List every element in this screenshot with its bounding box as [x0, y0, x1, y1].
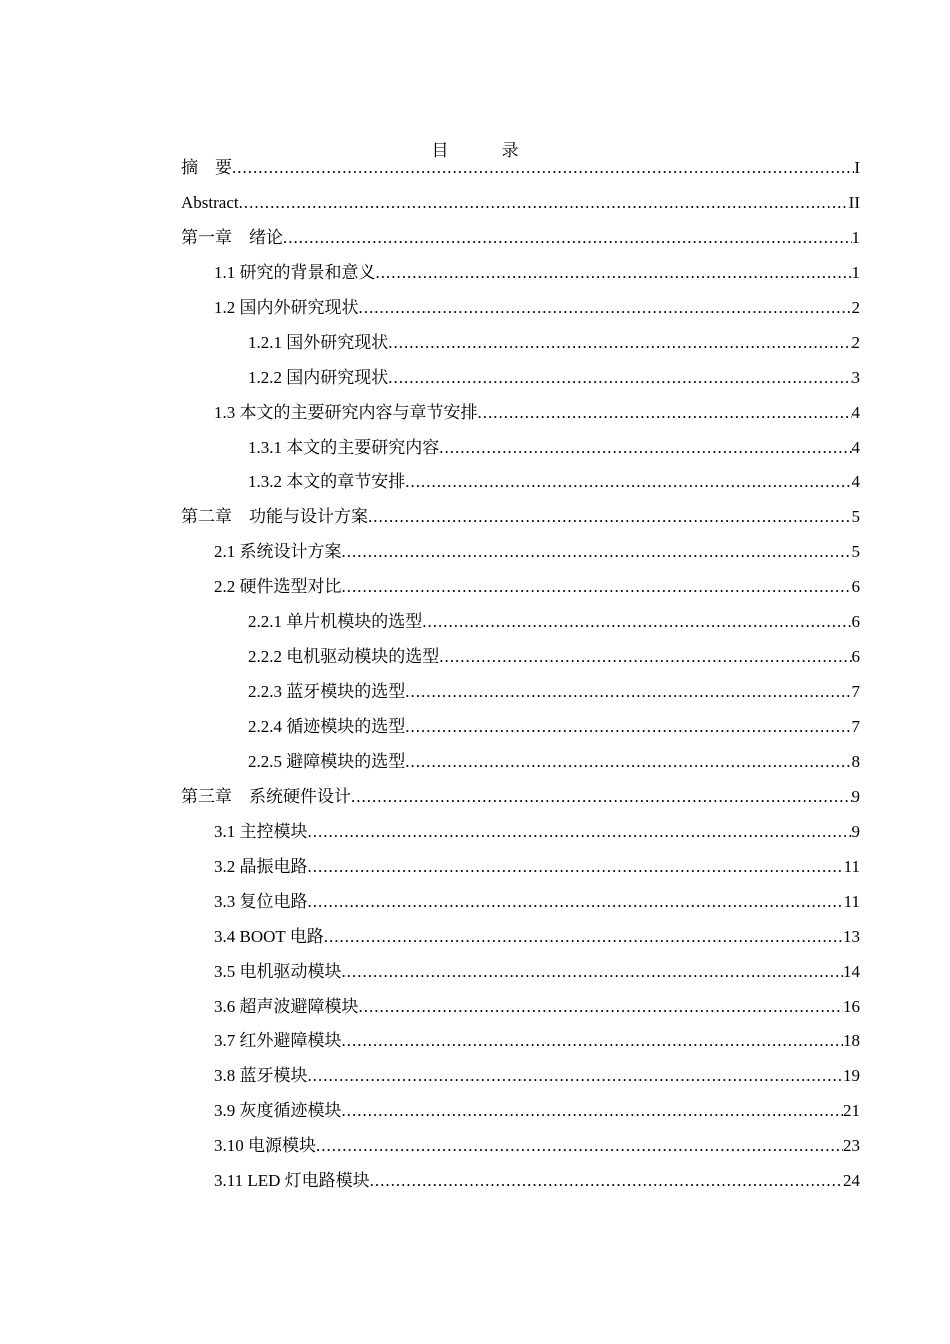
- toc-entry-page-number: 13: [843, 926, 860, 946]
- toc-entry-label: 3.1 主控模块: [214, 821, 308, 841]
- toc-entry-page-number: 1: [851, 262, 860, 282]
- toc-entry-page-number: 18: [843, 1031, 860, 1051]
- toc-entry[interactable]: [181, 610, 860, 645]
- toc-entry-label: 1.3.2 本文的章节安排: [248, 472, 406, 492]
- toc-entry-page-number: 6: [851, 647, 860, 667]
- toc-dot-leader: [478, 401, 852, 425]
- table-of-contents: [181, 156, 860, 1204]
- toc-entry-page-number: 11: [843, 856, 860, 876]
- toc-entry-label: 2.2.4 循迹模块的选型: [248, 717, 406, 736]
- toc-entry-page-number: 2: [851, 297, 860, 317]
- toc-entry[interactable]: [181, 890, 860, 925]
- toc-entry-label: 1.1 研究的背景和意义: [214, 262, 376, 282]
- toc-entry-page-number: 9: [851, 786, 860, 806]
- toc-entry-page-number: 21: [843, 1101, 860, 1121]
- toc-entry-label: 3.6 超声波避障模块: [214, 996, 359, 1016]
- toc-entry[interactable]: [181, 715, 860, 750]
- toc-entry-label: 3.5 电机驱动模块: [214, 961, 342, 981]
- toc-entry-page-number: 7: [851, 682, 860, 702]
- toc-entry-label: 2.2.1 单片机模块的选型: [248, 612, 423, 632]
- toc-dot-leader: [376, 261, 852, 285]
- toc-entry-label: 3.11 LED 灯电路模块: [214, 1171, 370, 1191]
- toc-entry-page-number: I: [854, 158, 860, 177]
- toc-entry-page-number: II: [848, 192, 860, 212]
- toc-dot-leader: [388, 331, 851, 355]
- toc-dot-leader: [405, 680, 851, 704]
- toc-entry-page-number: 4: [851, 437, 860, 457]
- toc-dot-leader: [370, 1169, 843, 1193]
- toc-entry[interactable]: [181, 820, 860, 855]
- toc-entry[interactable]: [181, 855, 860, 890]
- toc-entry-page-number: 4: [851, 472, 860, 492]
- toc-entry-page-number: 5: [851, 507, 860, 527]
- toc-entry-label: 3.3 复位电路: [214, 891, 308, 911]
- toc-entry[interactable]: [181, 645, 860, 680]
- toc-dot-leader: [422, 610, 851, 634]
- toc-entry-page-number: 6: [851, 577, 860, 597]
- toc-dot-leader: [342, 1099, 844, 1123]
- toc-entry[interactable]: [181, 575, 860, 610]
- toc-entry-label: 第一章 绪论: [181, 227, 283, 247]
- toc-dot-leader: [359, 296, 852, 320]
- toc-entry[interactable]: [181, 366, 860, 401]
- toc-entry-label: 3.7 红外避障模块: [214, 1031, 342, 1051]
- toc-entry[interactable]: [181, 995, 860, 1030]
- toc-title: 目 录: [431, 141, 537, 160]
- toc-entry[interactable]: [181, 505, 860, 540]
- toc-entry-page-number: 3: [851, 367, 860, 387]
- toc-dot-leader: [308, 890, 844, 914]
- toc-entry-page-number: 9: [851, 821, 860, 841]
- toc-dot-leader: [316, 1134, 843, 1158]
- toc-dot-leader: [342, 960, 844, 984]
- toc-entry-label: 3.9 灰度循迹模块: [214, 1101, 342, 1121]
- toc-dot-leader: [388, 366, 851, 390]
- toc-entry-label: Abstract: [181, 192, 239, 212]
- toc-entry[interactable]: [181, 960, 860, 995]
- toc-entry-label: 3.10 电源模块: [214, 1136, 316, 1156]
- toc-entry-label: 第三章 系统硬件设计: [181, 786, 351, 806]
- toc-dot-leader: [308, 820, 852, 844]
- toc-entry-page-number: 24: [843, 1171, 860, 1191]
- toc-entry-page-number: 5: [851, 542, 860, 562]
- toc-entry[interactable]: [181, 401, 860, 436]
- toc-entry[interactable]: [181, 331, 860, 366]
- toc-entry-page-number: 1: [851, 227, 860, 247]
- toc-dot-leader: [239, 191, 849, 215]
- toc-dot-leader: [439, 645, 851, 669]
- toc-dot-leader: [342, 575, 852, 599]
- toc-dot-leader: [324, 925, 843, 949]
- toc-dot-leader: [359, 995, 844, 1019]
- toc-entry[interactable]: [181, 436, 860, 471]
- toc-dot-leader: [342, 1029, 844, 1053]
- toc-entry-page-number: 19: [843, 1066, 860, 1086]
- toc-entry-label: 2.2.2 电机驱动模块的选型: [248, 647, 440, 667]
- toc-entry[interactable]: [181, 1169, 860, 1204]
- toc-dot-leader: [405, 715, 851, 739]
- toc-entry[interactable]: [181, 296, 860, 331]
- toc-entry-page-number: 23: [843, 1136, 860, 1156]
- toc-entry-page-number: 8: [851, 751, 860, 771]
- toc-entry-label: 2.2 硬件选型对比: [214, 577, 342, 597]
- toc-dot-leader: [342, 540, 852, 564]
- toc-dot-leader: [368, 505, 852, 529]
- toc-dot-leader: [439, 436, 851, 460]
- toc-entry[interactable]: [181, 680, 860, 715]
- toc-entry[interactable]: [181, 1099, 860, 1134]
- toc-dot-leader: [232, 156, 854, 180]
- toc-entry-label: 3.8 蓝牙模块: [214, 1066, 308, 1086]
- toc-entry-label: 摘 要: [181, 158, 232, 177]
- toc-entry-page-number: 14: [843, 961, 860, 981]
- toc-entry-label: 3.4 BOOT 电路: [214, 926, 324, 946]
- toc-dot-leader: [405, 470, 851, 494]
- toc-entry-label: 1.2.2 国内研究现状: [248, 367, 389, 387]
- toc-entry-label: 2.2.5 避障模块的选型: [248, 751, 406, 771]
- toc-dot-leader: [308, 1064, 844, 1088]
- toc-entry-page-number: 16: [843, 996, 860, 1016]
- toc-entry-page-number: 2: [851, 332, 860, 352]
- toc-entry[interactable]: [181, 785, 860, 820]
- toc-entry[interactable]: [181, 540, 860, 575]
- toc-entry[interactable]: [181, 470, 860, 505]
- toc-entry-label: 2.1 系统设计方案: [214, 542, 342, 562]
- toc-entry[interactable]: [181, 191, 860, 226]
- toc-entry[interactable]: [181, 1029, 860, 1064]
- toc-entry[interactable]: [181, 1064, 860, 1099]
- toc-entry-label: 1.3 本文的主要研究内容与章节安排: [214, 402, 478, 422]
- toc-entry[interactable]: [181, 156, 860, 191]
- toc-entry[interactable]: [181, 750, 860, 785]
- toc-entry-label: 1.3.1 本文的主要研究内容: [248, 437, 440, 457]
- toc-entry-page-number: 4: [851, 402, 860, 422]
- toc-dot-leader: [283, 226, 852, 250]
- toc-dot-leader: [308, 855, 844, 879]
- toc-entry-label: 1.2.1 国外研究现状: [248, 332, 389, 352]
- toc-dot-leader: [405, 750, 851, 774]
- toc-dot-leader: [351, 785, 852, 809]
- toc-entry[interactable]: [181, 1134, 860, 1169]
- toc-entry-label: 3.2 晶振电路: [214, 856, 308, 876]
- toc-entry-label: 1.2 国内外研究现状: [214, 297, 359, 317]
- toc-entry-label: 第二章 功能与设计方案: [181, 507, 368, 527]
- toc-entry-label: 2.2.3 蓝牙模块的选型: [248, 682, 406, 702]
- toc-entry-page-number: 6: [851, 612, 860, 632]
- toc-entry[interactable]: [181, 925, 860, 960]
- toc-entry[interactable]: [181, 226, 860, 261]
- toc-entry-page-number: 11: [843, 891, 860, 911]
- toc-entry-page-number: 7: [851, 717, 860, 736]
- toc-entry[interactable]: [181, 261, 860, 296]
